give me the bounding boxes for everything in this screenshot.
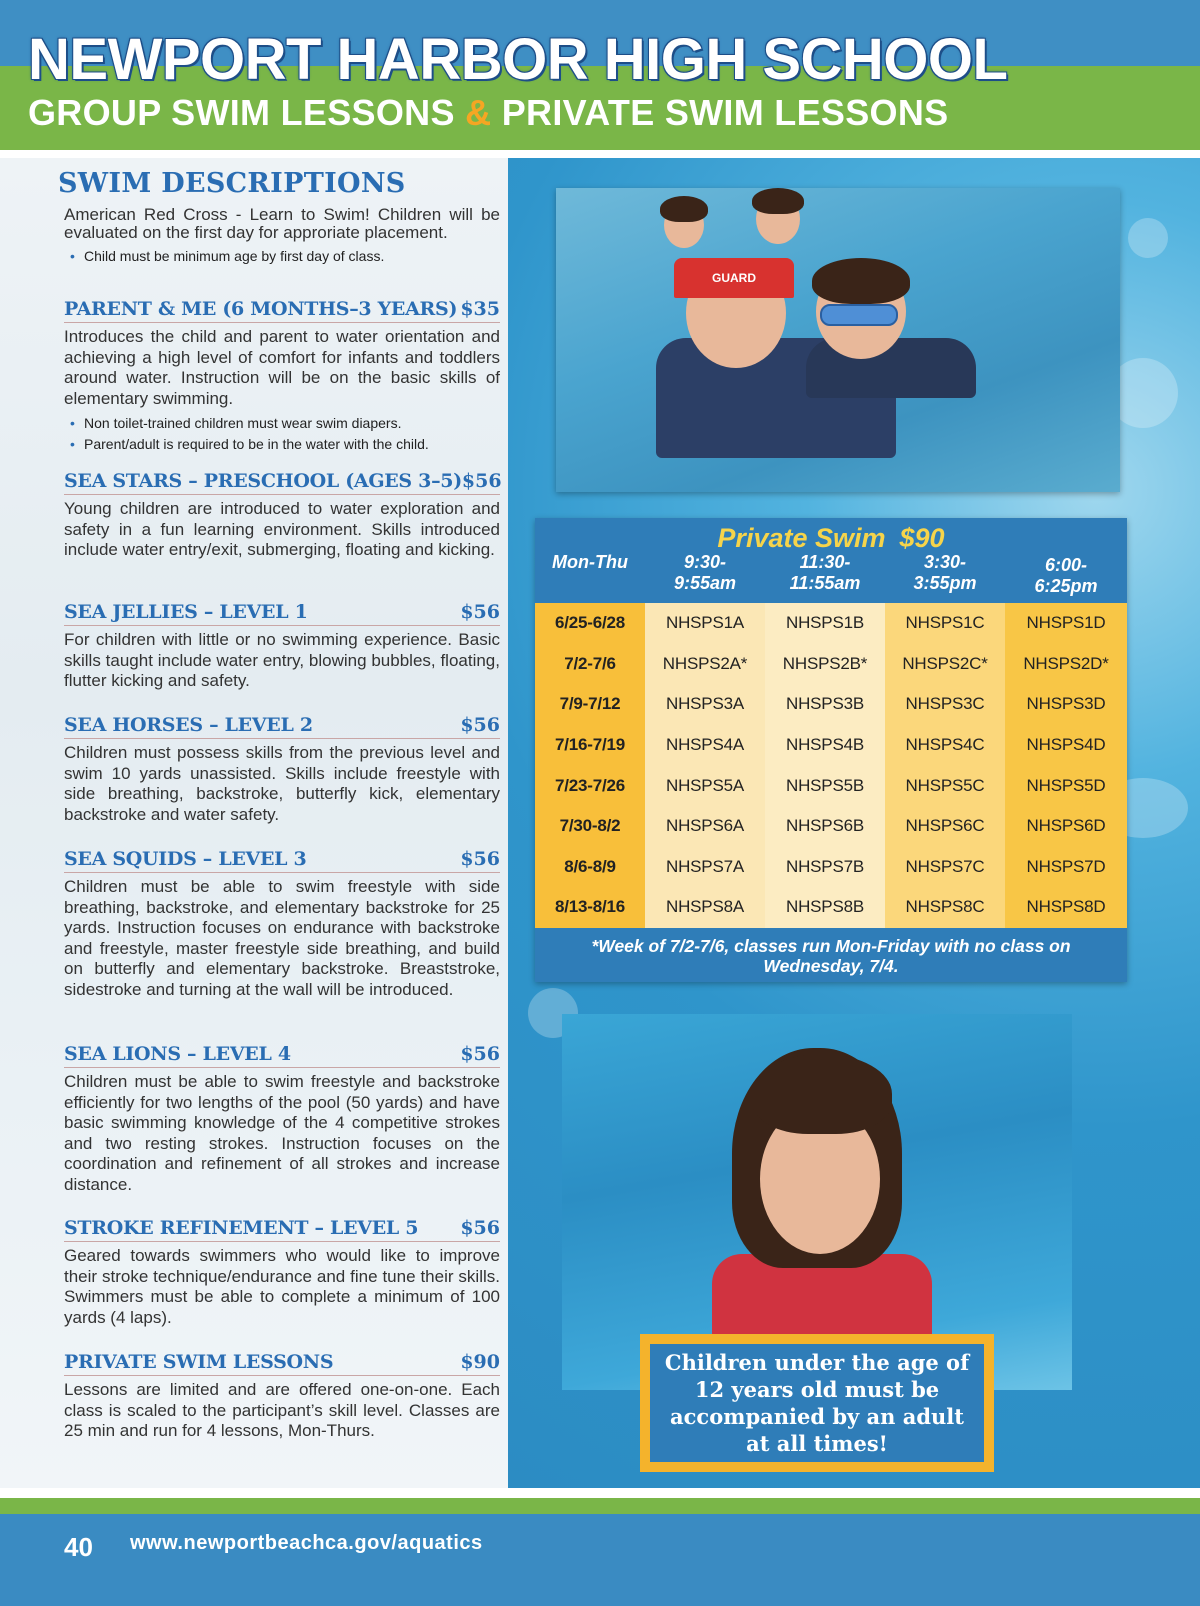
schedule-course-code: NHSPS4D (1005, 725, 1127, 766)
time-header: 11:30- 11:55am (789, 552, 861, 593)
section-parent-me (64, 298, 500, 452)
schedule-date: 7/30-8/2 (535, 806, 645, 847)
schedule-grid (535, 603, 1127, 928)
schedule-course-code: NHSPS2D* (1005, 644, 1127, 685)
instructor-child-photo (556, 188, 1120, 492)
schedule-course-code: NHSPS5C (885, 765, 1005, 806)
section-price: $56 (460, 848, 500, 870)
descriptions-heading: SWIM DESCRIPTIONS (58, 168, 406, 199)
callout-text: Children under the age of 12 years old must be accompanied by an adult at all times! (650, 1344, 984, 1462)
section-header (64, 298, 500, 323)
bubble-decoration (1128, 218, 1168, 258)
schedule-row (535, 847, 1127, 888)
time-header: 6:00- 6:25pm (1034, 555, 1098, 596)
subtitle-private: PRIVATE SWIM LESSONS (501, 92, 949, 133)
page-subtitle (28, 92, 948, 134)
schedule-row (535, 725, 1127, 766)
supervision-callout (640, 1334, 994, 1472)
girl-bangs (752, 1054, 892, 1134)
schedule-row (535, 765, 1127, 806)
schedule-title-text: Private Swim (717, 523, 886, 553)
section-price: $35 (460, 298, 500, 320)
section-price: $56 (460, 714, 500, 736)
schedule-course-code: NHSPS7D (1005, 847, 1127, 888)
schedule-footnote: *Week of 7/2-7/6, classes run Mon-Friday with no class on Wednesday, 7/4. (591, 936, 1071, 976)
section-body: Geared towards swimmers who would like to improve their stroke technique/endurance and fine tune their skills. Swimmers must be able to complete a minimum of 100 yards (4 laps). (64, 1246, 500, 1327)
schedule-row (535, 603, 1127, 644)
schedule-row (535, 684, 1127, 725)
section-price: $56 (461, 470, 502, 492)
section-name: PARENT & ME (6 MONTHS–3 YEARS) (64, 298, 458, 320)
section-sea-stars (64, 470, 500, 561)
intro-bullet: • Child must be minimum age by first day of class. (64, 248, 500, 264)
schedule-course-code: NHSPS7C (885, 847, 1005, 888)
schedule-course-code: NHSPS6B (765, 806, 885, 847)
section-header (64, 1043, 500, 1068)
section-sea-lions (64, 1043, 500, 1195)
section-price: $56 (460, 1043, 500, 1065)
subtitle-ampersand: & (465, 92, 492, 133)
schedule-course-code: NHSPS2A* (645, 644, 765, 685)
subtitle-group: GROUP SWIM LESSONS (28, 92, 455, 133)
visor-text: GUARD (712, 271, 756, 285)
schedule-row (535, 644, 1127, 685)
schedule-date: 7/16-7/19 (535, 725, 645, 766)
guard-visor (674, 258, 794, 298)
schedule-course-code: NHSPS1A (645, 603, 765, 644)
schedule-row (535, 887, 1127, 928)
schedule-course-code: NHSPS6C (885, 806, 1005, 847)
intro-text: American Red Cross - Learn to Swim! Children will be evaluated on the first day for approriate placement. (64, 205, 500, 242)
days-header: Mon-Thu (552, 552, 628, 572)
section-name: PRIVATE SWIM LESSONS (64, 1351, 334, 1373)
section-header (64, 470, 500, 495)
schedule-course-code: NHSPS4C (885, 725, 1005, 766)
time-header: 3:30- 3:55pm (913, 552, 977, 593)
footer-green-band (0, 1498, 1200, 1514)
schedule-price: $90 (899, 523, 945, 553)
section-price: $56 (460, 601, 500, 623)
section-name: SEA SQUIDS – LEVEL 3 (64, 848, 307, 870)
time-header: 9:30- 9:55am (673, 552, 737, 593)
schedule-course-code: NHSPS6A (645, 806, 765, 847)
section-name: SEA JELLIES – LEVEL 1 (64, 601, 308, 623)
section-bullet: • Non toilet-trained children must wear swim diapers. (64, 415, 500, 431)
page-title: NEWPORT HARBOR HIGH SCHOOL (28, 27, 1008, 92)
schedule-date: 7/23-7/26 (535, 765, 645, 806)
section-name: STROKE REFINEMENT – LEVEL 5 (64, 1217, 419, 1239)
section-price: $56 (460, 1217, 500, 1239)
section-body: Young children are introduced to water exploration and safety in a fun learning environment. Skills introduced include water entry/exit, submerging, floating and kicking. (64, 499, 500, 559)
schedule-course-code: NHSPS6D (1005, 806, 1127, 847)
schedule-course-code: NHSPS7B (765, 847, 885, 888)
section-body: Children must possess skills from the previous level and swim 10 yards unassisted. Skills include freestyle with side breathing, backstroke, butterfly kick, elementary backstroke and water safety. (64, 743, 500, 824)
private-swim-schedule (535, 518, 1127, 982)
schedule-course-code: NHSPS8D (1005, 887, 1127, 928)
schedule-row (535, 806, 1127, 847)
schedule-course-code: NHSPS4B (765, 725, 885, 766)
section-header (64, 848, 500, 873)
section-bullet: • Parent/adult is required to be in the water with the child. (64, 436, 500, 452)
header-banner (0, 0, 1200, 150)
schedule-course-code: NHSPS5D (1005, 765, 1127, 806)
schedule-date: 6/25-6/28 (535, 603, 645, 644)
schedule-course-code: NHSPS1B (765, 603, 885, 644)
section-name: SEA STARS – PRESCHOOL (AGES 3–5) (64, 470, 462, 492)
section-body: Children must be able to swim freestyle and backstroke efficiently for two lengths of the pool (50 yards) and have basic swimming knowledge of the 4 competitive strokes and two resting strokes. Instruction focuses on the coordination and refinement of all strokes and increase distance. (64, 1072, 500, 1194)
schedule-course-code: NHSPS3C (885, 684, 1005, 725)
schedule-course-code: NHSPS8B (765, 887, 885, 928)
footer-link[interactable]: www.newportbeachca.gov/aquatics (130, 1532, 483, 1554)
schedule-course-code: NHSPS1D (1005, 603, 1127, 644)
section-body: Introduces the child and parent to water orientation and achieving a high level of comfort for infants and toddlers around water. Instruction will be on the basic skills of elementary swimming. (64, 327, 500, 408)
schedule-date: 7/9-7/12 (535, 684, 645, 725)
section-header (64, 1217, 500, 1242)
schedule-course-code: NHSPS5B (765, 765, 885, 806)
section-body: For children with little or no swimming experience. Basic skills taught include water entry, blowing bubbles, floating, flutter kicking and safety. (64, 630, 500, 690)
page-number: 40 (64, 1532, 93, 1562)
schedule-course-code: NHSPS5A (645, 765, 765, 806)
section-body: Children must be able to swim freestyle with side breathing, backstroke, and elementary backstroke for 25 yards. Instruction focuses on endurance with backstroke and freestyle, master freestyle side breathing, and build on butterfly and elementary backstroke. Breaststroke, sidestroke and turning at the wall will be introduced. (64, 877, 500, 999)
schedule-date: 8/13-8/16 (535, 887, 645, 928)
schedule-course-code: NHSPS3A (645, 684, 765, 725)
footer-divider (0, 1488, 1200, 1498)
section-header (64, 714, 500, 739)
child-hair (812, 258, 910, 304)
schedule-course-code: NHSPS1C (885, 603, 1005, 644)
schedule-course-code: NHSPS3D (1005, 684, 1127, 725)
section-sea-jellies (64, 601, 500, 692)
section-price: $90 (460, 1351, 500, 1373)
schedule-course-code: NHSPS2C* (885, 644, 1005, 685)
descriptions-intro (64, 206, 500, 264)
schedule-course-code: NHSPS7A (645, 847, 765, 888)
swimmer-hair (752, 188, 804, 214)
footer-bar (0, 1514, 1200, 1606)
swim-descriptions-column (0, 158, 508, 1488)
section-stroke-refinement (64, 1217, 500, 1328)
schedule-course-code: NHSPS3B (765, 684, 885, 725)
schedule-course-code: NHSPS4A (645, 725, 765, 766)
section-header (64, 601, 500, 626)
section-sea-horses (64, 714, 500, 825)
schedule-date: 7/2-7/6 (535, 644, 645, 685)
section-private-lessons (64, 1351, 500, 1442)
header-divider (0, 150, 1200, 158)
goggles-icon (820, 304, 898, 326)
section-name: SEA LIONS – LEVEL 4 (64, 1043, 291, 1065)
schedule-course-code: NHSPS2B* (765, 644, 885, 685)
swimmer-hair (660, 196, 708, 222)
schedule-title (535, 523, 1127, 554)
schedule-course-code: NHSPS8C (885, 887, 1005, 928)
schedule-date: 8/6-8/9 (535, 847, 645, 888)
section-body: Lessons are limited and are offered one-on-one. Each class is scaled to the participant’s skill level. Classes are 25 min and run for 4 lessons, Mon-Thurs. (64, 1380, 500, 1440)
schedule-course-code: NHSPS8A (645, 887, 765, 928)
section-name: SEA HORSES – LEVEL 2 (64, 714, 313, 736)
section-header (64, 1351, 500, 1376)
section-sea-squids (64, 848, 500, 1000)
